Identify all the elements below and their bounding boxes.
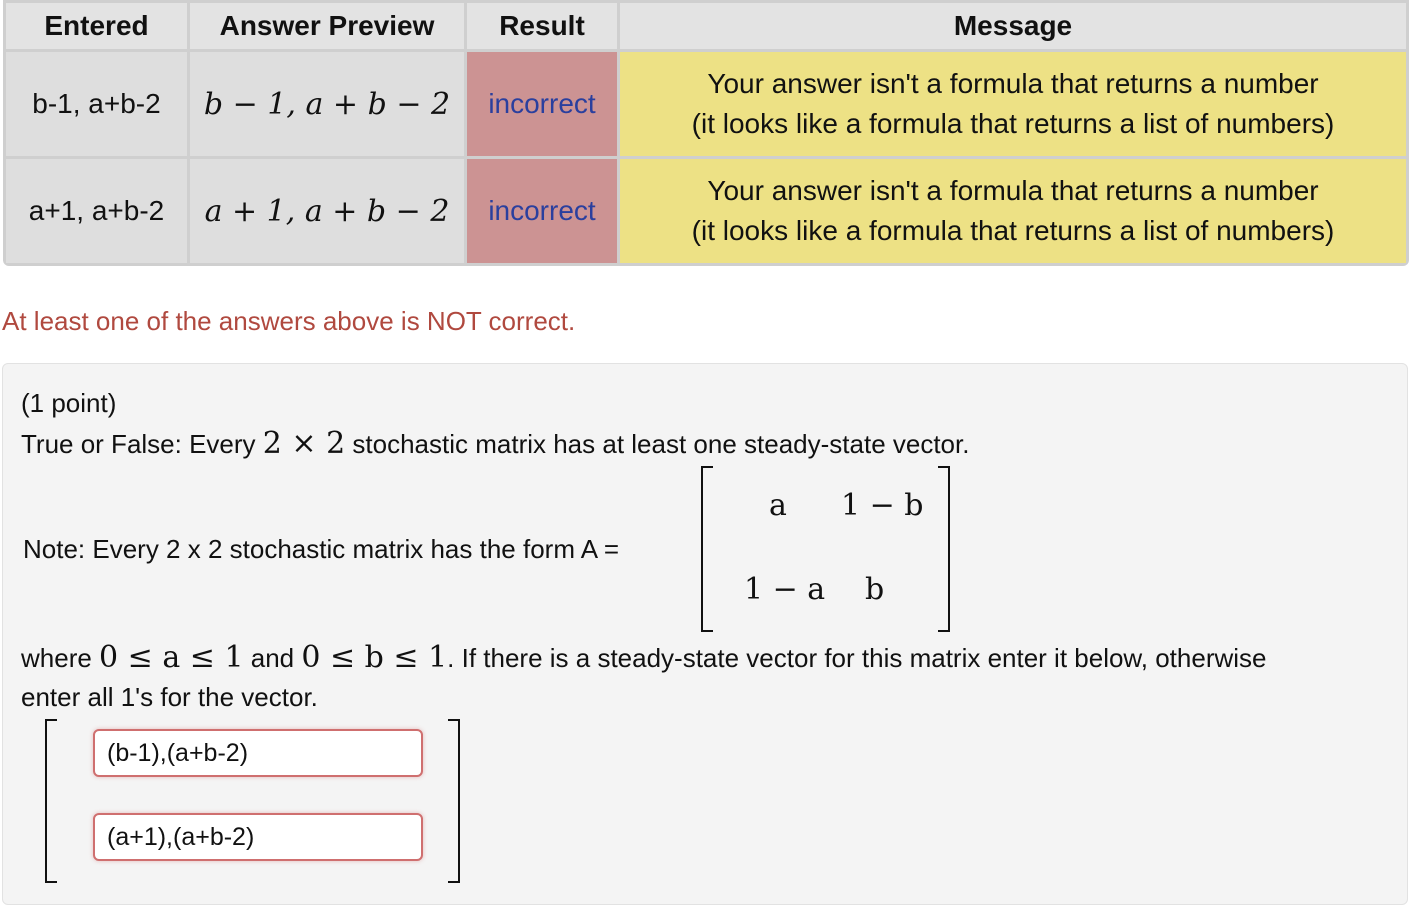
message-line: Your answer isn't a formula that returns a number xyxy=(707,175,1319,206)
table-row xyxy=(6,52,1406,156)
message-cell xyxy=(620,52,1406,156)
statement-math: 2 × 2 xyxy=(262,426,346,461)
problem-statement xyxy=(21,426,969,461)
answer-preview-cell xyxy=(190,159,464,263)
entered-cell: a+1, a+b-2 xyxy=(6,159,187,263)
where-math: 0 ≤ b ≤ 1 xyxy=(301,640,448,675)
results-header-row xyxy=(6,3,1406,49)
matrix-note: Note: Every 2 x 2 stochastic matrix has the form A = xyxy=(23,534,620,564)
message-line: (it looks like a formula that returns a list of numbers) xyxy=(691,215,1335,246)
answer-preview-cell xyxy=(190,52,464,156)
message-line: (it looks like a formula that returns a list of numbers) xyxy=(691,108,1335,139)
where-text: where xyxy=(21,643,100,673)
header-result: Result xyxy=(467,3,617,49)
right-bracket-icon xyxy=(938,466,950,632)
problem-where-line2: enter all 1's for the vector. xyxy=(21,682,318,712)
left-bracket-icon xyxy=(45,719,57,883)
results-table xyxy=(3,0,1409,266)
where-text: and xyxy=(243,643,302,673)
result-cell: incorrect xyxy=(467,159,617,263)
header-message: Message xyxy=(620,3,1406,49)
where-math: 0 ≤ a ≤ 1 xyxy=(99,640,244,675)
incorrect-warning: At least one of the answers above is NOT correct. xyxy=(2,306,576,336)
answer-input-1[interactable] xyxy=(93,729,423,777)
entered-cell: b-1, a+b-2 xyxy=(6,52,187,156)
message-cell xyxy=(620,159,1406,263)
result-cell: incorrect xyxy=(467,52,617,156)
matrix-entry: b xyxy=(865,572,885,607)
problem-box xyxy=(2,363,1408,905)
matrix-entry: a xyxy=(769,488,787,523)
matrix-entry: 1 − a xyxy=(744,572,826,607)
right-bracket-icon xyxy=(448,719,460,883)
table-row xyxy=(6,159,1406,263)
answer-input-2[interactable] xyxy=(93,813,423,861)
left-bracket-icon xyxy=(701,466,713,632)
where-text: . If there is a steady-state vector for this matrix enter it below, otherwise xyxy=(447,643,1267,673)
header-answer-preview: Answer Preview xyxy=(190,3,464,49)
statement-text: True or False: Every xyxy=(21,429,263,459)
problem-where xyxy=(21,640,1267,675)
answer-preview-math: a + 1, a + b − 2 xyxy=(204,193,450,229)
matrix-entry: 1 − b xyxy=(841,488,924,523)
statement-text: stochastic matrix has at least one steady-state vector. xyxy=(345,429,970,459)
problem-points: (1 point) xyxy=(21,388,117,418)
message-line: Your answer isn't a formula that returns a number xyxy=(707,68,1319,99)
answer-preview-math: b − 1, a + b − 2 xyxy=(203,86,451,122)
header-entered: Entered xyxy=(6,3,187,49)
